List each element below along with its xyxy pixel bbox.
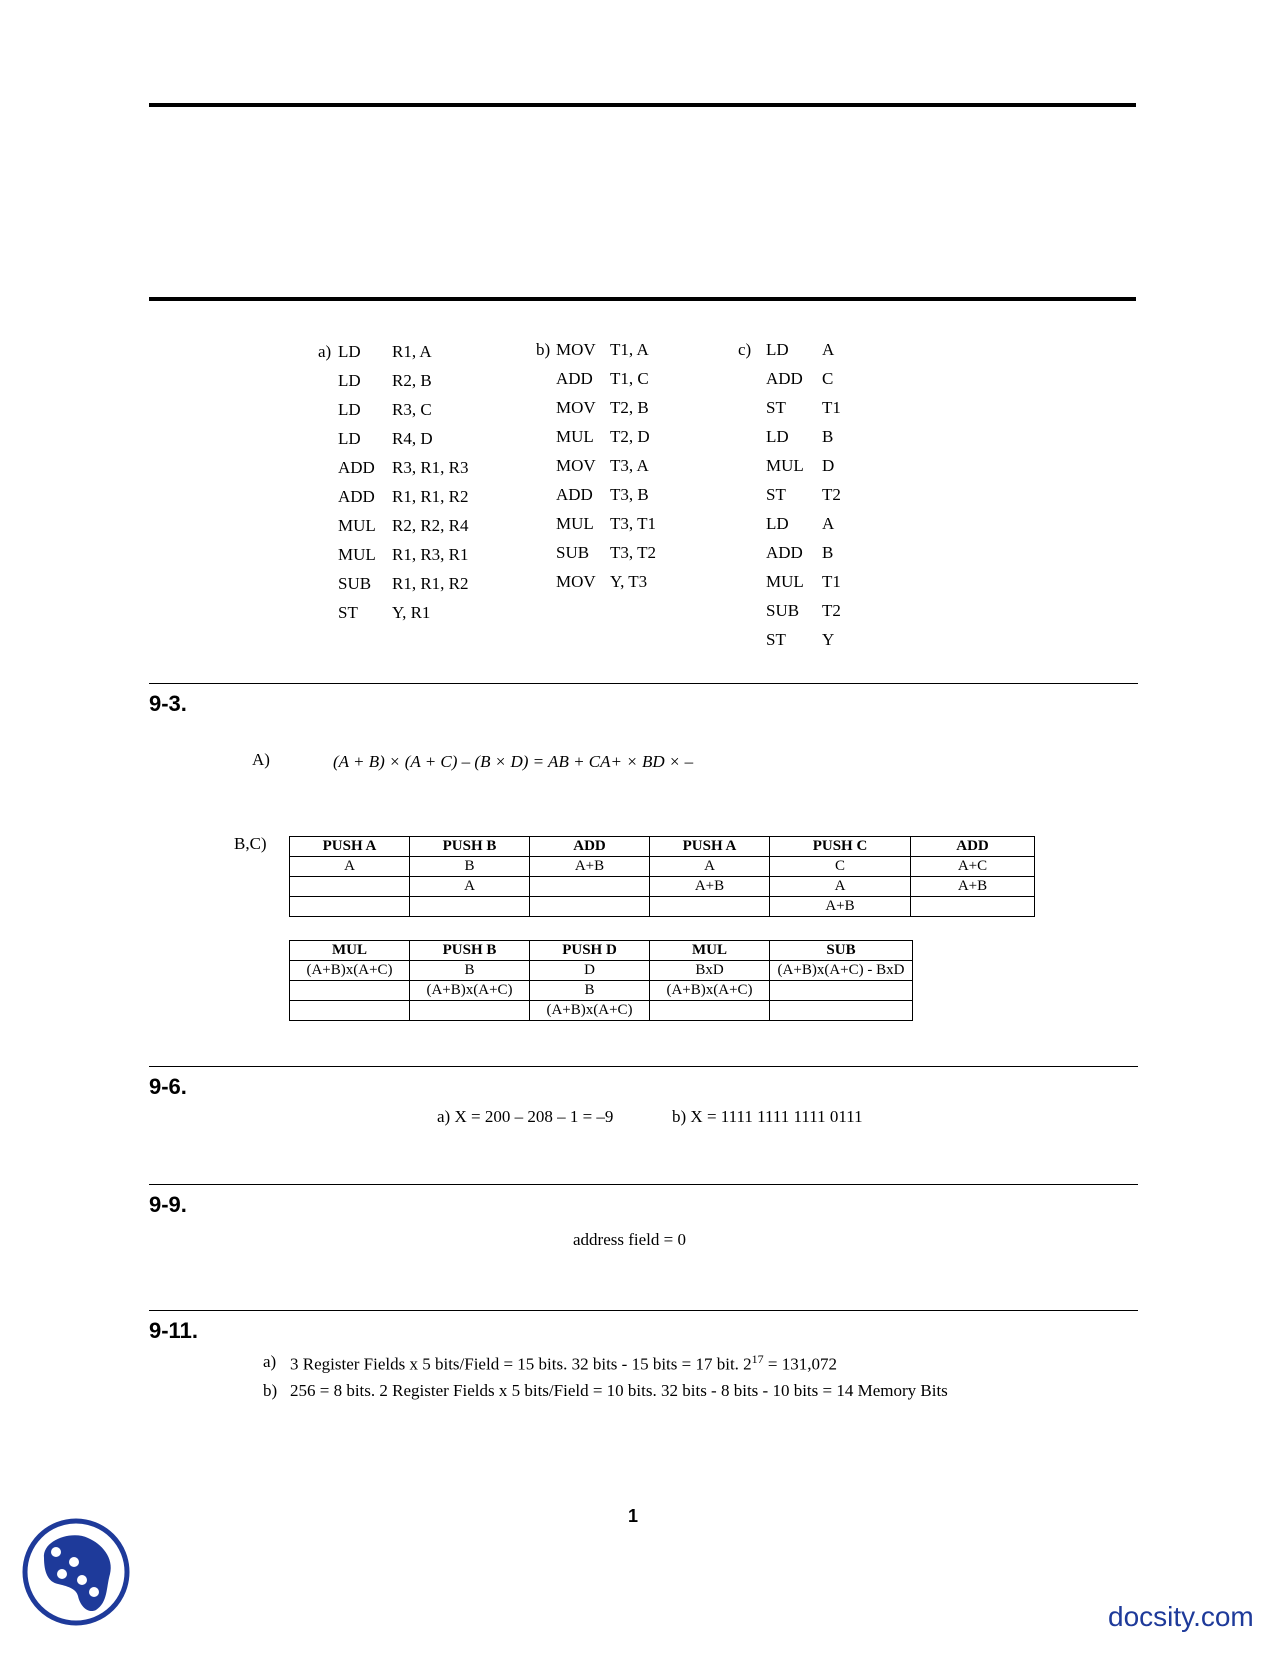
table-row <box>290 981 913 1001</box>
instruction-line <box>738 543 878 565</box>
opcode: ADD <box>766 369 803 388</box>
instruction-line <box>738 456 878 478</box>
instruction-line <box>536 340 726 362</box>
answer-9-11-a-tail: = 131,072 <box>763 1354 838 1374</box>
operands: R1, A <box>392 342 432 361</box>
instruction-line <box>536 398 726 420</box>
opcode: LD <box>766 514 789 533</box>
instruction-line <box>738 369 878 391</box>
opcode: ST <box>338 603 358 622</box>
opcode: MOV <box>556 456 596 475</box>
opcode: MOV <box>556 340 596 359</box>
instruction-line <box>738 572 878 594</box>
answer-9-11-a-label: a) <box>263 1352 277 1371</box>
table-cell: (A+B)x(A+C) - BxD <box>770 961 913 981</box>
instruction-line <box>536 456 726 478</box>
table-cell <box>290 1001 410 1021</box>
table-cell: B <box>410 857 530 877</box>
operands: A <box>822 340 835 359</box>
table-header-cell: ADD <box>911 837 1035 857</box>
opcode: LD <box>338 371 361 390</box>
operands: R1, R1, R2 <box>392 574 469 593</box>
table-cell: A <box>290 857 410 877</box>
operands: T1 <box>822 572 841 591</box>
operands: Y, R1 <box>392 603 431 622</box>
heading-9-11: 9-11. <box>149 1318 198 1343</box>
table-cell: (A+B)x(A+C) <box>410 981 530 1001</box>
header-rule-top <box>149 103 1136 107</box>
instruction-line <box>318 574 518 596</box>
opcode: MUL <box>338 516 376 535</box>
table-header-cell: PUSH C <box>770 837 911 857</box>
program-c-label: c) <box>738 340 752 359</box>
opcode: SUB <box>338 574 372 593</box>
docsity-brand-link[interactable]: docsity.com <box>1108 1601 1254 1632</box>
table-cell: A+B <box>770 897 911 917</box>
opcode: LD <box>338 342 361 361</box>
table-row <box>290 897 1035 917</box>
operands: D <box>822 456 835 475</box>
table-cell: (A+B)x(A+C) <box>530 1001 650 1021</box>
operands: T1, A <box>610 340 649 359</box>
opcode: SUB <box>556 543 590 562</box>
opcode: ADD <box>338 487 375 506</box>
opcode: ST <box>766 398 786 417</box>
opcode: LD <box>766 340 789 359</box>
table-cell <box>290 981 410 1001</box>
operands: B <box>822 427 834 446</box>
heading-9-6: 9-6. <box>149 1074 187 1099</box>
table-header-cell: MUL <box>290 941 410 961</box>
operands: T2, B <box>610 398 649 417</box>
section-rule-9-9 <box>149 1184 1138 1185</box>
instruction-line <box>318 429 518 451</box>
answer-9-11-a <box>290 1352 837 1375</box>
table-cell <box>911 897 1035 917</box>
table-cell <box>650 1001 770 1021</box>
operands: T2 <box>822 601 841 620</box>
operands: Y, T3 <box>610 572 648 591</box>
table-header-cell: PUSH A <box>650 837 770 857</box>
heading-9-3: 9-3. <box>149 691 187 716</box>
instruction-line <box>738 398 878 420</box>
table-cell: A+B <box>530 857 650 877</box>
operands: B <box>822 543 834 562</box>
operands: R2, B <box>392 371 432 390</box>
answer-9-11-b: 256 = 8 bits. 2 Register Fields x 5 bits/Field = 10 bits. 32 bits - 8 bits - 10 bits = 14 Memory Bits <box>290 1381 948 1400</box>
table-cell: A <box>410 877 530 897</box>
table-cell: BxD <box>650 961 770 981</box>
table-row <box>290 1001 913 1021</box>
instruction-line <box>738 485 878 507</box>
table-header-cell: MUL <box>650 941 770 961</box>
answer-9-11-b-label: b) <box>263 1381 278 1400</box>
instruction-line <box>738 427 878 449</box>
table-header-cell: PUSH A <box>290 837 410 857</box>
opcode: LD <box>766 427 789 446</box>
table-cell: C <box>770 857 911 877</box>
table-header-row <box>290 837 1035 857</box>
instruction-line <box>318 545 518 567</box>
answer-9-11-a-text: 3 Register Fields x 5 bits/Field = 15 bits. 32 bits - 15 bits = 17 bit. 2 <box>290 1354 752 1374</box>
stack-table-2 <box>289 940 913 1021</box>
heading-9-9: 9-9. <box>149 1192 187 1217</box>
instruction-line <box>536 543 726 565</box>
program-c <box>738 340 878 660</box>
header-rule-bottom <box>149 297 1136 301</box>
table-header-cell: PUSH B <box>410 941 530 961</box>
instruction-line <box>318 516 518 538</box>
table-cell <box>770 981 913 1001</box>
operands: T3, B <box>610 485 649 504</box>
opcode: LD <box>338 400 361 419</box>
opcode: ST <box>766 630 786 649</box>
operands: C <box>822 369 834 388</box>
operands: R1, R3, R1 <box>392 545 469 564</box>
opcode: ADD <box>556 369 593 388</box>
program-a <box>318 342 518 632</box>
table-header-cell: PUSH D <box>530 941 650 961</box>
instruction-line <box>318 400 518 422</box>
table-cell <box>770 1001 913 1021</box>
opcode: MUL <box>556 427 594 446</box>
answer-9-6-b: b) X = 1111 1111 1111 0111 <box>672 1107 863 1126</box>
table-cell: A+C <box>911 857 1035 877</box>
operands: R4, D <box>392 429 433 448</box>
table-cell: A+B <box>650 877 770 897</box>
table-header-cell: SUB <box>770 941 913 961</box>
docsity-logo-icon[interactable] <box>22 1518 130 1626</box>
stack-table-1 <box>289 836 1035 917</box>
table-cell <box>530 877 650 897</box>
operands: R3, C <box>392 400 432 419</box>
instruction-line <box>318 342 518 364</box>
operands: A <box>822 514 835 533</box>
instruction-line <box>536 485 726 507</box>
table-cell: D <box>530 961 650 981</box>
program-b-label: b) <box>536 340 551 359</box>
operands: R3, R1, R3 <box>392 458 469 477</box>
instruction-line <box>536 514 726 536</box>
table-header-cell: PUSH B <box>410 837 530 857</box>
opcode: MOV <box>556 572 596 591</box>
instruction-line <box>536 369 726 391</box>
instruction-line <box>536 427 726 449</box>
operands: T1 <box>822 398 841 417</box>
table-row <box>290 857 1035 877</box>
section-rule-9-3 <box>149 683 1138 684</box>
opcode: MUL <box>338 545 376 564</box>
instruction-line <box>318 603 518 625</box>
instruction-line <box>318 458 518 480</box>
opcode: ADD <box>556 485 593 504</box>
table-cell: B <box>530 981 650 1001</box>
opcode: MUL <box>556 514 594 533</box>
table-cell: A+B <box>911 877 1035 897</box>
instruction-line <box>738 601 878 623</box>
operands: R2, R2, R4 <box>392 516 469 535</box>
operands: R1, R1, R2 <box>392 487 469 506</box>
table-cell <box>290 877 410 897</box>
operands: T3, T1 <box>610 514 656 533</box>
section-rule-9-6 <box>149 1066 1138 1067</box>
opcode: MUL <box>766 572 804 591</box>
table-cell: (A+B)x(A+C) <box>650 981 770 1001</box>
program-b <box>536 340 726 600</box>
instruction-line <box>536 572 726 594</box>
table-row <box>290 877 1035 897</box>
program-a-label: a) <box>318 342 332 361</box>
section-rule-9-11 <box>149 1310 1138 1311</box>
table-header-row <box>290 941 913 961</box>
table-cell <box>290 897 410 917</box>
opcode: LD <box>338 429 361 448</box>
opcode: MUL <box>766 456 804 475</box>
opcode: SUB <box>766 601 800 620</box>
opcode: ST <box>766 485 786 504</box>
page-number: 1 <box>628 1506 639 1526</box>
operands: T3, T2 <box>610 543 656 562</box>
operands: T1, C <box>610 369 649 388</box>
opcode: ADD <box>338 458 375 477</box>
instruction-line <box>738 514 878 536</box>
table-cell: (A+B)x(A+C) <box>290 961 410 981</box>
opcode: MOV <box>556 398 596 417</box>
operands: T2 <box>822 485 841 504</box>
table-cell: A <box>770 877 911 897</box>
instruction-line <box>738 340 878 362</box>
table-cell <box>530 897 650 917</box>
table-header-cell: ADD <box>530 837 650 857</box>
operands: T3, A <box>610 456 649 475</box>
operands: Y <box>822 630 835 649</box>
postfix-equation: (A + B) × (A + C) – (B × D) = AB + CA+ × BD × – <box>333 752 694 771</box>
table-cell: B <box>410 961 530 981</box>
instruction-line <box>318 371 518 393</box>
opcode: ADD <box>766 543 803 562</box>
instruction-line <box>738 630 878 652</box>
instruction-line <box>318 487 518 509</box>
table-cell <box>410 1001 530 1021</box>
answer-9-11-a-exponent: 17 <box>751 1352 764 1366</box>
table-cell <box>650 897 770 917</box>
answer-9-9: address field = 0 <box>573 1230 686 1249</box>
part-bc-label: B,C) <box>234 834 267 853</box>
table-cell <box>410 897 530 917</box>
operands: T2, D <box>610 427 650 446</box>
answer-9-6-a: a) X = 200 – 208 – 1 = –9 <box>437 1107 614 1126</box>
part-a-label: A) <box>252 750 270 769</box>
docsity-logo-graphic <box>22 1518 130 1626</box>
table-cell: A <box>650 857 770 877</box>
table-row <box>290 961 913 981</box>
